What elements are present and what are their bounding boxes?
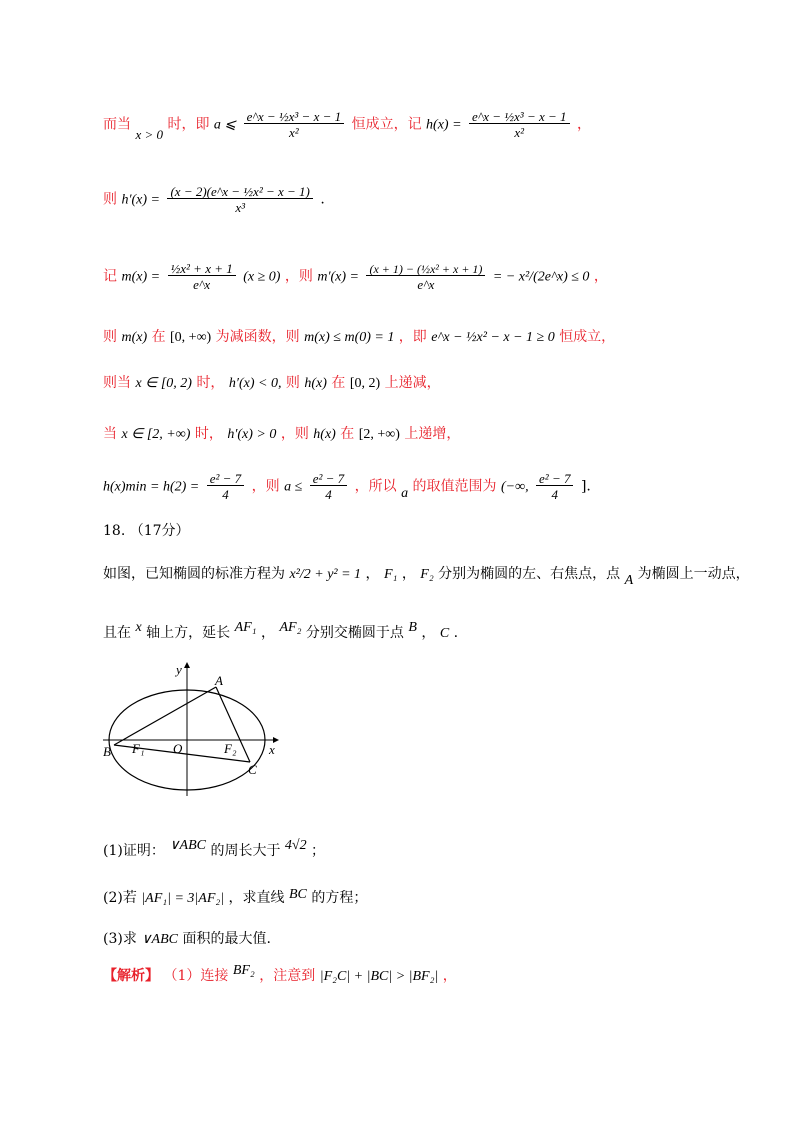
label-A: A <box>215 673 223 688</box>
fraction: $\frac{\text{e² − 7}}{4}$ <box>310 472 347 501</box>
fraction: $\frac{\text{(x − 2)(e\textasciicircum{}x − ½x² − x − 1)}}{\text{x³}}$ <box>167 185 312 214</box>
solution-line-6: 当 x ∈ [2, +∞) 时， h′(x) > 0 ，则 h(x) 在 [2, +∞) 上递增， <box>103 426 461 442</box>
solution-line-4: 则 m(x) 在 [0, +∞) 为减函数，则 m(x) ≤ m(0) = 1 ，即 e^x − ½x² − x − 1 ≥ 0 恒成立， <box>103 329 616 345</box>
solution-line-7: h(x)min = h(2) = $\frac{\text{e² − 7}}{4}$ ，则 a ≤ $\frac{\text{e² − 7}}{4}$ ，所以 a 的取值范围为 (−∞, $\frac{\text{e² − 7}}{4}$ ]. <box>103 471 591 502</box>
question-text-line-1: 如图，已知椭圆的标准方程为 x²/2 + y² = 1 ， F₁ ， F₂ 分别为椭圆的左、右焦点，点 A 为椭圆上一动点， <box>103 566 750 588</box>
fraction: $\frac{\text{(x + 1) − (½x² + x + 1)}}{e\^{}x}$ <box>366 263 485 291</box>
text: 而当 <box>103 116 131 133</box>
label-C: C <box>248 762 257 777</box>
math-h: h(x) = <box>426 117 462 133</box>
question-text-line-2: 且在 x 轴上方，延长 AF₁ ， AF₂ 分别交椭圆于点 B ， C . <box>103 620 459 641</box>
part-3: (3)求 ∨ABC 面积的最大值. <box>103 931 271 947</box>
solution-line-2: 则 h′(x) = $\frac{\text{(x − 2)(e\textasciicircum{}x − ½x² − x − 1)}}{\text{x³}}$ . <box>103 184 325 215</box>
fraction: $\frac{\text{e² − 7}}{4}$ <box>207 472 244 501</box>
part-1: (1)证明： ∨ABC 的周长大于 4√2 ； <box>103 838 326 859</box>
part-2: (2)若 |AF₁| = 3|AF₂| ，求直线 BC 的方程； <box>103 887 368 906</box>
label-x: x <box>269 742 275 757</box>
label-B: B <box>103 744 111 759</box>
solution-line-1: 而当 x > 0 时，即 a ⩽ $\frac{\text{e\textasciicircum{}x − ½x³ − x − 1}}{\text{x²}}$ 恒成立，记 h(x) = $\frac{\text{e\textasciicircum{}x − ½x³ − x − 1}}{\text{x²}}$ ， <box>103 109 591 142</box>
y-axis-arrow <box>184 662 190 668</box>
label-y: y <box>176 662 182 677</box>
solution-start: 【解析】 （1）连接 BF₂ ，注意到 |F₂C| + |BC| > |BF₂| ， <box>103 963 457 984</box>
text: 时，即 <box>167 116 210 133</box>
solution-tag: 【解析】 <box>103 968 159 984</box>
ellipse-figure <box>103 660 283 804</box>
fraction: $\frac{\text{e\textasciicircum{}x − ½x³ − x − 1}}{\text{x²}}$ <box>469 110 570 139</box>
ellipse-diagram <box>103 660 283 800</box>
segment-AB <box>114 687 216 745</box>
math-condition: x > 0 <box>135 126 163 142</box>
math-derivative: h′(x) = <box>121 192 161 208</box>
question-number: 18. （17分） <box>103 523 190 539</box>
solution-line-3: 记 m(x) = $\frac{\text{½x² + x + 1}}{e\^{}x}$ (x ≥ 0) ，则 m′(x) = $\frac{\text{(x + 1) − (½x² + x + 1)}}{e\^{}x}$ = − x²/(2e^x) ≤ 0 ， <box>103 261 608 292</box>
fraction: $\frac{\text{½x² + x + 1}}{e\^{}x}$ <box>168 262 236 291</box>
label-F2: F₂ <box>224 741 237 756</box>
solution-line-5: 则当 x ∈ [0, 2) 时， h′(x) < 0, 则 h(x) 在 [0, 2) 上递减， <box>103 375 441 391</box>
label-O: O <box>173 741 183 756</box>
fraction: $\frac{\text{e² − 7}}{4}$ <box>536 472 573 501</box>
fraction: $\frac{\text{e\textasciicircum{}x − ½x³ − x − 1}}{\text{x²}}$ <box>244 110 345 139</box>
label-F1: F₁ <box>132 741 145 756</box>
text: 恒成立，记 <box>351 116 422 133</box>
